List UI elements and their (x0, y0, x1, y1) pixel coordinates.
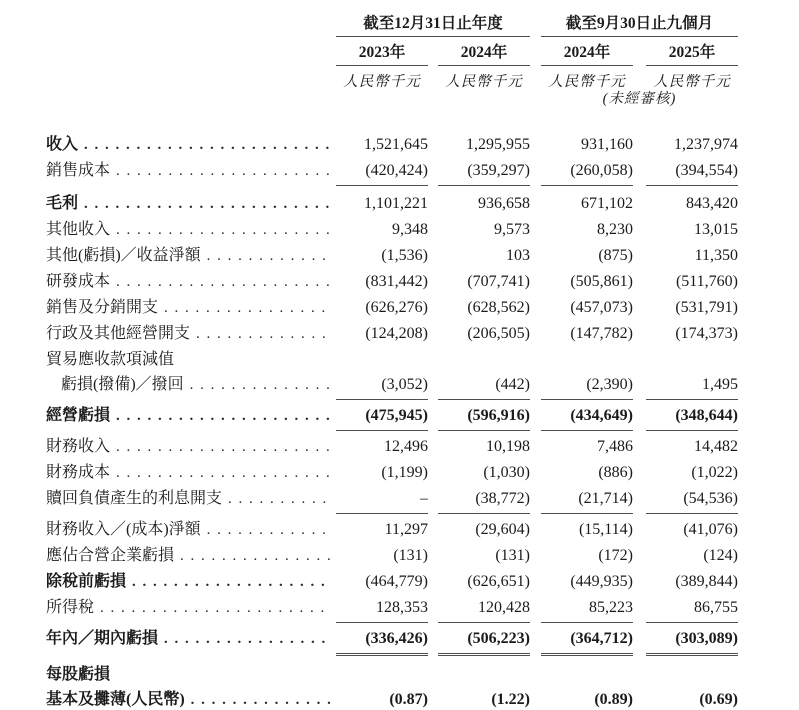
row-value: 12,496 (384, 438, 428, 455)
table-row (46, 321, 799, 347)
row-label: 財務收入／(成本)淨額 (46, 521, 201, 538)
row-label: 行政及其他經營開支 (46, 325, 191, 342)
row-value: (359,297) (438, 158, 530, 186)
row-label: 財務收入 (46, 438, 111, 455)
row-value: (596,916) (438, 403, 530, 431)
row-value: 85,223 (541, 595, 633, 623)
row-value: 1,521,645 (364, 136, 428, 153)
row-label: 應佔合營企業虧損 (46, 547, 175, 564)
row-value: (1.22) (438, 687, 530, 710)
row-value: (0.87) (336, 687, 428, 710)
row-value: (41,076) (683, 521, 738, 538)
unit-label: 人民幣千元 (548, 74, 626, 90)
unaudited-row (46, 91, 799, 108)
row-value: 128,353 (336, 595, 428, 623)
leader-dots (116, 434, 332, 460)
leader-dots (116, 269, 332, 295)
table-row (46, 217, 799, 243)
table-row (46, 269, 799, 295)
row-label: 年內／期內虧損 (46, 630, 159, 647)
row-value: 11,350 (694, 247, 738, 264)
row-value: (505,861) (570, 273, 633, 290)
leader-dots (164, 626, 332, 652)
col-header-2023: 2023年 (336, 43, 428, 66)
leader-dots (132, 569, 332, 595)
leader-dots (191, 687, 332, 710)
row-label: 除稅前虧損 (46, 573, 127, 590)
row-label: 研發成本 (46, 273, 111, 290)
leader-dots (116, 217, 332, 243)
row-value: (260,058) (541, 158, 633, 186)
row-value: (626,651) (467, 573, 530, 590)
row-value: (131) (393, 547, 428, 564)
table-body (46, 132, 799, 710)
row-value: (131) (495, 547, 530, 564)
leader-dots (180, 543, 332, 569)
unit-label: 人民幣千元 (653, 74, 731, 90)
row-value: 13,015 (694, 221, 738, 238)
col-header-2025-9m: 2025年 (646, 43, 738, 66)
row-value: (15,114) (578, 521, 633, 538)
row-value: (626,276) (365, 299, 428, 316)
row-value: 103 (506, 247, 530, 264)
row-label: 經營虧損 (46, 407, 111, 424)
row-label: 其他(虧損)／收益淨額 (46, 247, 201, 264)
row-label: 銷售及分銷開支 (46, 299, 159, 316)
leader-dots (116, 403, 332, 429)
row-value: 1,295,955 (466, 136, 530, 153)
row-value: 1,101,221 (364, 195, 428, 212)
leader-dots (100, 595, 332, 621)
table-row (46, 543, 799, 569)
table-row (46, 243, 799, 269)
row-value: (1,022) (691, 464, 738, 481)
table-row (46, 158, 799, 186)
row-value: (511,760) (675, 273, 738, 290)
row-value: 86,755 (646, 595, 738, 623)
row-value: (3,052) (336, 372, 428, 400)
row-value: (506,223) (438, 626, 530, 654)
row-value: (1,536) (381, 247, 428, 264)
row-label: 貿易應收款項減值 (46, 351, 175, 368)
period-group-year-ended: 截至12月31日止年度 (336, 14, 530, 37)
row-value: 9,573 (494, 221, 530, 238)
row-label: 虧損(撥備)／撥回 (61, 376, 184, 393)
row-value: 931,160 (581, 136, 633, 153)
leader-dots (164, 295, 332, 321)
row-value: (206,505) (467, 325, 530, 342)
row-value: (124) (703, 547, 738, 564)
row-value: 936,658 (478, 195, 530, 212)
leader-dots (228, 486, 332, 512)
row-value: 1,237,974 (674, 136, 738, 153)
unit-label: 人民幣千元 (343, 74, 421, 90)
table-row (46, 569, 799, 595)
row-value: (449,935) (570, 573, 633, 590)
row-value: (1,199) (381, 464, 428, 481)
row-value: (38,772) (438, 486, 530, 514)
row-label: 收入 (46, 136, 79, 153)
table-row (46, 687, 799, 710)
row-value: (875) (598, 247, 633, 264)
row-value: (1,030) (483, 464, 530, 481)
table-row (46, 486, 799, 514)
row-value: (531,791) (675, 299, 738, 316)
row-label: 基本及攤薄(人民幣) (46, 691, 185, 708)
period-group-nine-months: 截至9月30日止九個月 (541, 14, 738, 37)
row-value: 10,198 (486, 438, 530, 455)
row-value: 843,420 (686, 195, 738, 212)
row-value: 8,230 (597, 221, 633, 238)
row-label: 所得稅 (46, 599, 95, 616)
row-value: 14,482 (694, 438, 738, 455)
period-group-header-row (46, 14, 799, 37)
leader-dots (196, 321, 332, 347)
row-value: (336,426) (336, 626, 428, 654)
table-row (46, 132, 799, 158)
leader-dots (84, 132, 332, 158)
row-value: (394,554) (646, 158, 738, 186)
row-value: – (336, 486, 428, 514)
table-row (46, 372, 799, 400)
leader-dots (207, 243, 332, 269)
row-value: (172) (598, 547, 633, 564)
unit-label: 人民幣千元 (445, 74, 523, 90)
row-value: (174,373) (675, 325, 738, 342)
table-row (46, 191, 799, 217)
year-header-row (46, 43, 799, 66)
table-row (46, 595, 799, 623)
row-value: (707,741) (467, 273, 530, 290)
unaudited-note: (未經審核) (602, 91, 677, 107)
row-value: 1,495 (646, 372, 738, 400)
row-value: 11,297 (384, 521, 428, 538)
row-value: (886) (598, 464, 633, 481)
row-value: (147,782) (570, 325, 633, 342)
row-value: (348,644) (646, 403, 738, 431)
row-value: (442) (438, 372, 530, 400)
table-row (46, 295, 799, 321)
row-value: (628,562) (467, 299, 530, 316)
row-label: 財務成本 (46, 464, 111, 481)
row-label: 毛利 (46, 195, 79, 212)
leader-dots (116, 158, 332, 184)
row-label: 其他收入 (46, 221, 111, 238)
row-value: (464,779) (365, 573, 428, 590)
row-value: (475,945) (336, 403, 428, 431)
leader-dots (84, 191, 332, 217)
row-value: 9,348 (392, 221, 428, 238)
row-value: (389,844) (675, 573, 738, 590)
row-value: (303,089) (646, 626, 738, 654)
col-header-2024-9m: 2024年 (541, 43, 633, 66)
leader-dots (207, 517, 332, 543)
table-row (46, 403, 799, 431)
row-label: 贖回負債產生的利息開支 (46, 490, 223, 507)
row-value: (0.89) (541, 687, 633, 710)
row-value: 671,102 (581, 195, 633, 212)
row-value: (2,390) (541, 372, 633, 400)
table-row (46, 347, 799, 372)
table-row (46, 434, 799, 460)
row-value: (29,604) (475, 521, 530, 538)
row-value: (831,442) (365, 273, 428, 290)
row-value: (21,714) (541, 486, 633, 514)
table-row (46, 626, 799, 654)
row-value: (364,712) (541, 626, 633, 654)
row-value: (457,073) (570, 299, 633, 316)
row-value: (434,649) (541, 403, 633, 431)
row-label: 銷售成本 (46, 162, 111, 179)
row-value: (0.69) (646, 687, 738, 710)
row-value: (54,536) (646, 486, 738, 514)
col-header-2024: 2024年 (438, 43, 530, 66)
row-value: 7,486 (597, 438, 633, 455)
unit-header-row (46, 73, 799, 91)
row-label: 每股虧損 (46, 666, 111, 683)
leader-dots (116, 460, 332, 486)
leader-dots (190, 372, 332, 398)
table-row (46, 517, 799, 543)
row-value: 120,428 (438, 595, 530, 623)
row-value: (420,424) (336, 158, 428, 186)
table-row (46, 460, 799, 486)
table-row (46, 662, 799, 687)
row-value: (124,208) (365, 325, 428, 342)
